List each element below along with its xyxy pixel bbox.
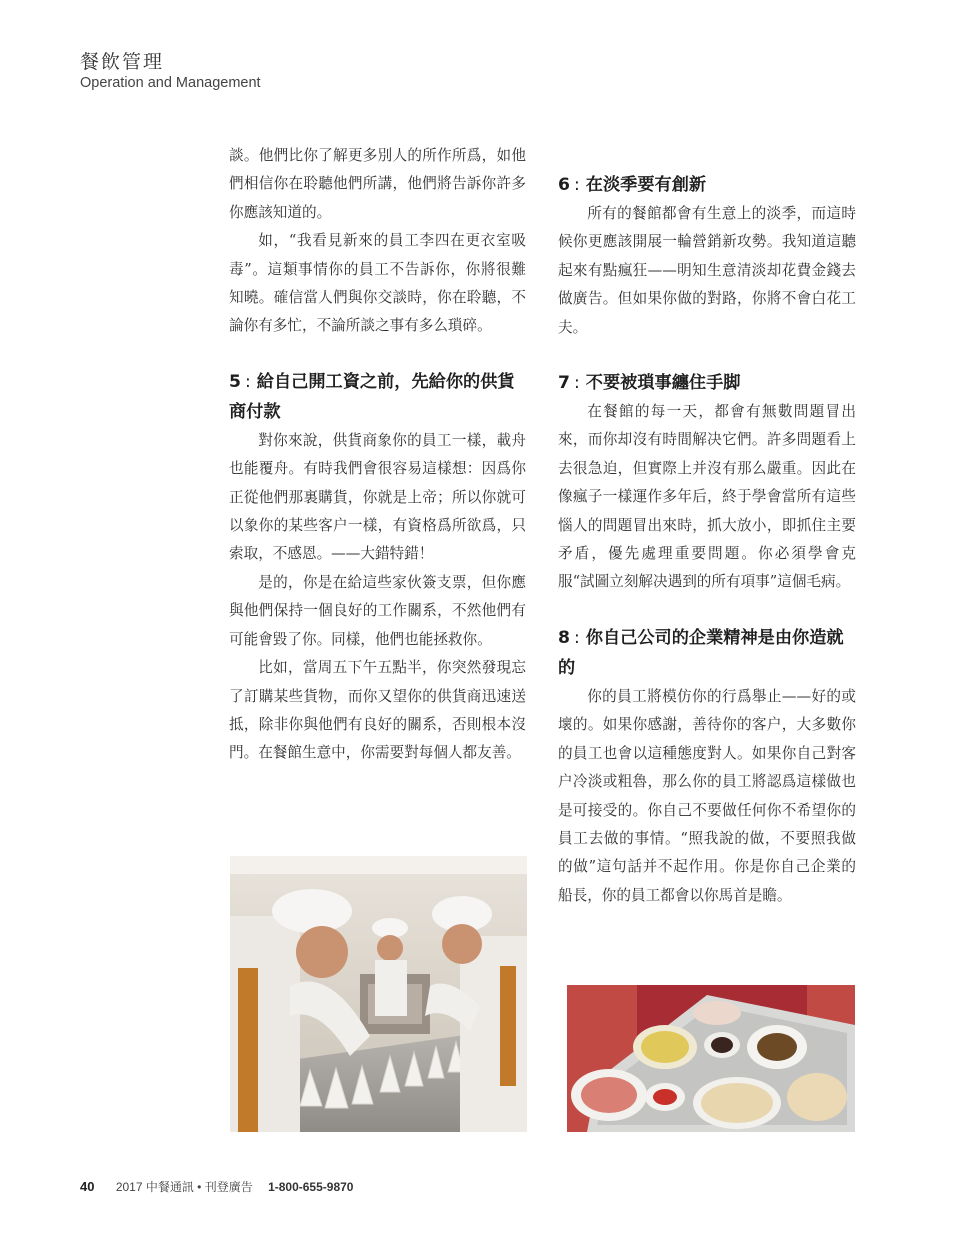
paragraph: 你的員工將模仿你的行爲舉止——好的或壞的。如果你感謝，善待你的客户，大多數你的員工也會以這種態度對人。如果你自己對客户冷淡或粗魯，那么你的員工將認爲這樣做也是可接受的。你自己不要做任何你不希望你的員工去做的事情。“照我說的做，不要照我做的做”這句話并不起作用。你是你自己企業的船長，你的員工都會以你馬首是瞻。 <box>558 687 856 904</box>
section-title-zh: 餐飲管理 <box>80 51 165 73</box>
section-title: 不要被瑣事纏住手脚 <box>585 373 741 394</box>
section-colon: : <box>573 373 580 394</box>
section-heading-7 <box>558 368 856 398</box>
paragraph: 對你來說，供貨商象你的員工一樣，載舟也能覆舟。有時我們會很容易這樣想：因爲你正從他們那裏購貨，你就是上帝；所以你就可以象你的某些客户一樣，有資格爲所欲爲，只索取，不感恩。——大錯特錯！ <box>229 431 526 563</box>
section-heading-5 <box>229 367 526 427</box>
food-tray-photo-image <box>567 985 855 1132</box>
section-title: 你自己公司的企業精神是由你造就的 <box>558 627 844 678</box>
right-column <box>558 170 856 910</box>
section-number: 6 <box>558 175 570 195</box>
section-number: 8 <box>558 627 570 648</box>
section-number: 5 <box>229 371 241 392</box>
section-number: 7 <box>558 373 570 394</box>
section-title-en: Operation and Management <box>80 75 261 91</box>
footer-phone: 1-800-655-9870 <box>268 1180 354 1194</box>
section-header <box>80 50 261 92</box>
paragraph: 所有的餐館都會有生意上的淡季，而這時候你更應該開展一輪營銷新攻勢。我知道這聽起來有點瘋狂——明知生意清淡却花費金錢去做廣告。但如果你做的對路，你將不會白花工夫。 <box>558 205 856 336</box>
paragraph: 是的，你是在給這些家伙簽支票，但你應與他們保持一個良好的工作關系，不然他們有可能會毀了你。同樣，他們也能拯救你。 <box>229 573 526 648</box>
bakery-photo <box>230 856 527 1132</box>
page-number: 40 <box>80 1179 95 1194</box>
section-colon: : <box>244 371 251 392</box>
page-footer <box>80 1178 353 1195</box>
food-tray-photo <box>567 985 855 1132</box>
footer-publication: 2017 中餐通訊 • 刊登廣告 <box>115 1180 253 1194</box>
paragraph: 比如，當周五下午五點半，你突然發現忘了訂購某些貨物，而你又望你的供貨商迅速送抵，除非你與他們有良好的關系，否則根本沒門。在餐館生意中，你需要對每個人都友善。 <box>229 659 526 762</box>
section-title: 在淡季要有創新 <box>585 175 707 195</box>
paragraph: 如，“我看見新來的員工李四在更衣室吸毒”。這類事情你的員工不告訴你，你將很難知曉。確信當人們與你交談時，你在聆聽，不論你有多忙，不論所談之事有多么瑣碎。 <box>229 232 526 335</box>
left-column <box>229 142 526 768</box>
paragraph: 在餐館的每一天，都會有無數問題冒出來，而你却沒有時間解决它們。許多問題看上去很急迫，但實際上并沒有那么嚴重。因此在像瘋子一樣運作多年后，終于學會當所有這些惱人的問題冒出來時，抓大放小，即抓住主要矛盾，優先處理重要問題。你必須學會克服“試圖立刻解决遇到的所有項事”這個毛病。 <box>558 403 856 591</box>
paragraph: 談。他們比你了解更多別人的所作所爲，如他們相信你在聆聽他們所講，他們將告訴你許多你應該知道的。 <box>229 147 526 221</box>
section-heading-8 <box>558 623 856 683</box>
section-colon: : <box>573 627 580 648</box>
section-heading-6 <box>558 170 856 200</box>
bakery-photo-image <box>230 856 527 1132</box>
section-title: 給自己開工資之前，先給你的供貨商付款 <box>229 371 515 422</box>
section-colon: : <box>573 175 580 195</box>
